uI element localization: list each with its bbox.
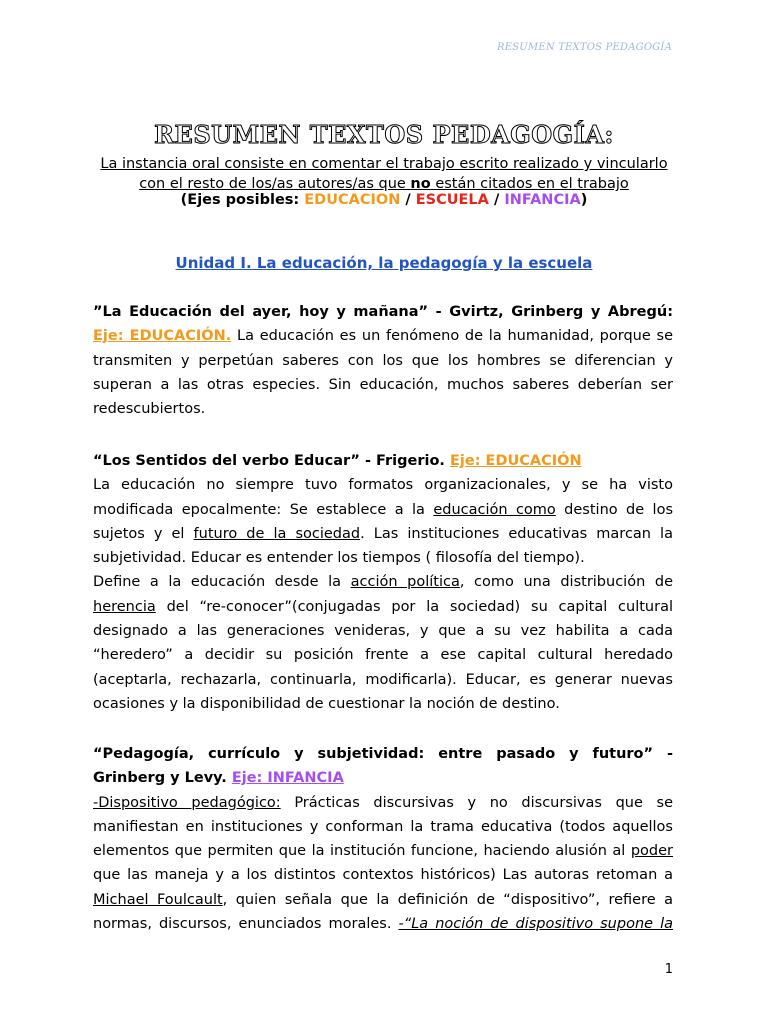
axes-suffix: ) [580,192,588,208]
section-2-heading-line [93,449,673,473]
document-title: RESUMEN TEXTOS PEDAGOGÍA: [154,120,614,149]
axes-prefix: (Ejes posibles: [180,192,305,208]
section-3-t2: que las maneja y a los distintos contextos históricos) Las autoras retoman a [93,867,673,884]
section-3-heading: “Pedagogía, currículo y subjetividad: entre pasado y futuro” - Grinberg y Levy. [93,746,673,787]
axis-escuela: ESCUELA [415,192,489,208]
subtitle-line-1: La instancia oral consiste en comentar el trabajo escrito realizado y vincularlo [100,156,668,172]
section-2-p1-underline-2: futuro de la sociedad [193,525,361,542]
page-number: 1 [664,962,673,977]
section-3-t1: Prácticas discursivas y no discursivas que se manifiestan en instituciones y conforman la trama educativa (todos aquellos elementos que permiten que la institución funcione, haciendo alusión al [93,794,673,860]
section-2-paragraph-2 [93,570,673,716]
section-3-t3: , quien señala que la definición de “dispositivo”, refiere a normas, discursos, enunciados morales. [93,891,674,933]
section-2-p1-underline-1: educación como [433,501,556,518]
axes-separator-1: / [400,192,416,208]
axis-infancia: INFANCIA [504,192,581,208]
subtitle-line-2-b: están citados en el trabajo [430,176,629,192]
section-2-p1-c: . Las instituciones educativas marcan la subjetividad. Educar es entender los tiempos ( filosofía del tiempo). [93,525,673,567]
possible-axes [0,192,768,208]
section-3 [93,742,673,936]
running-header: RESUMEN TEXTOS PEDAGOGÍA [497,42,672,53]
unit-heading: Unidad I. La educación, la pedagogía y la escuela [175,254,593,272]
section-1-text: La educación es un fenómeno de la humanidad, porque se transmiten y perpetúan saberes con los que los hombres se diferencian y superan a las otras especies. Sin educación, muchos saberes deberían ser redescubiertos. [93,328,673,418]
section-1-paragraph [93,300,673,421]
axes-separator-2: / [488,192,505,208]
subtitle-line-2 [0,174,768,194]
section-2-p2-underline-2: herencia [93,598,156,615]
section-3-underline-poder: poder [630,843,673,860]
section-2-p2-c: del “re-conocer”(conjugadas por la sociedad) su capital cultural designado a las generaciones venideras, y que a su vez habilita a cada “heredero” a decidir su posición frente a ese capital cultural heredado (aceptarla, rechazarla, continuarla, modificarla). Educar, es generar nuevas ocasiones y la disponibilidad de cuestionar la noción de destino. [93,598,673,712]
section-2-p1-b: destino de los sujetos y el [93,501,673,542]
section-3-eje: Eje: INFANCIA [231,770,344,787]
subtitle [0,154,768,194]
section-2-p2-a: Define a la educación desde la [93,574,351,591]
subtitle-emphasis-no: no [410,176,431,192]
section-2-p1-a: La educación no siempre tuvo formatos organizacionales, y se ha visto modificada epocalmente: Se establece a la [93,477,673,518]
section-2-p2-b: , como una distribución de [459,574,673,591]
section-3-quote: -“La noción de dispositivo supone la [398,916,673,933]
section-2-heading: “Los Sentidos del verbo Educar” - Frigerio. [93,453,450,469]
section-2-paragraph-1 [93,473,673,570]
section-2-p2-underline-1: acción política [350,574,460,591]
section-1 [93,300,673,421]
axis-educacion: EDUCACION [304,192,401,208]
subtitle-line-2-a: con el resto de los/as autores/as que [139,176,411,192]
section-3-heading-line [93,742,673,791]
section-2 [93,449,673,716]
section-1-heading: ”La Educación del ayer, hoy y mañana” - Gvirtz, Grinberg y Abregú: [93,304,673,320]
section-1-eje: Eje: EDUCACIÓN. [93,328,232,345]
section-3-term: -Dispositivo pedagógico: [93,794,281,811]
section-3-underline-author: Michael Foulcault [93,891,223,908]
section-3-paragraph [93,791,673,937]
section-2-eje: Eje: EDUCACIÓN [450,453,582,469]
